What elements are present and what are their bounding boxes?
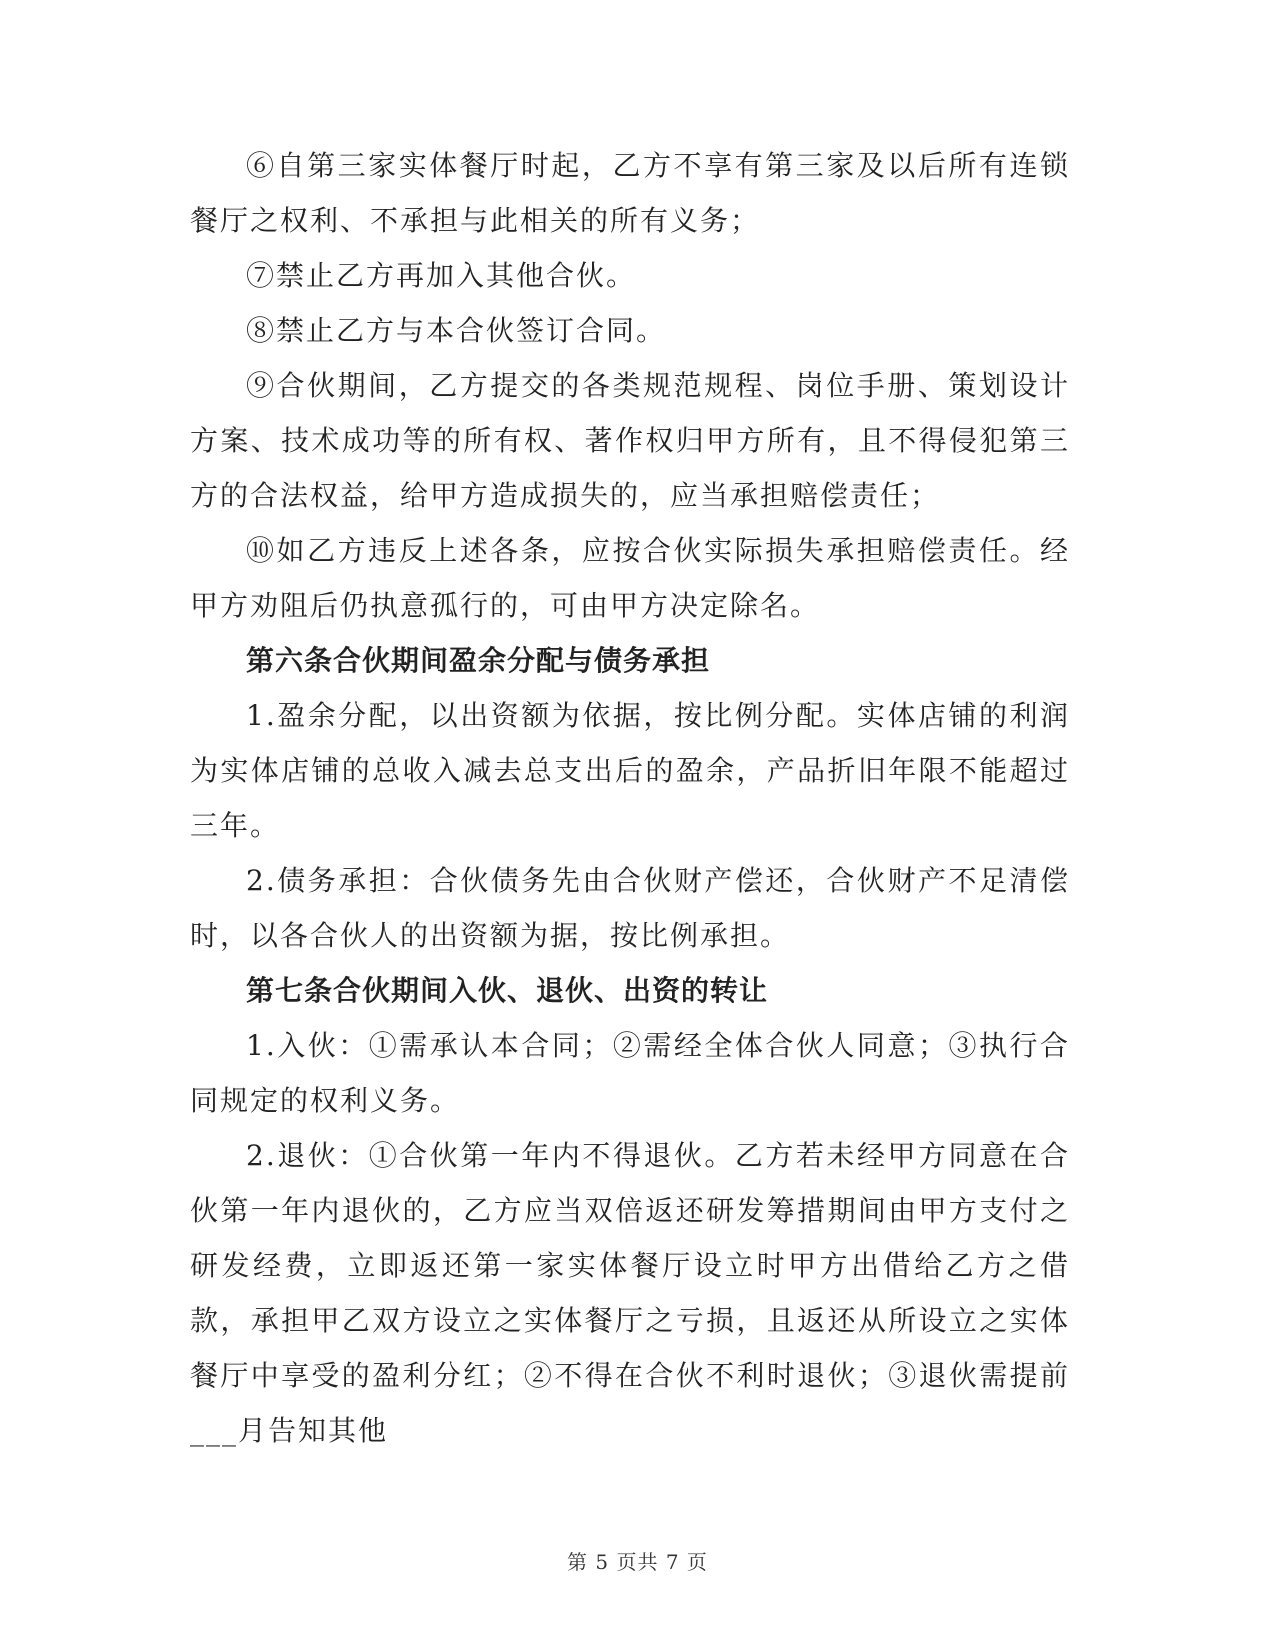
page-number-footer: 第 5 页共 7 页 bbox=[567, 1550, 708, 1574]
section-heading-6: 第六条合伙期间盈余分配与债务承担 bbox=[246, 644, 711, 677]
profit-distribution-paragraph: 1.盈余分配，以出资额为依据，按比例分配。实体店铺的利润为实体店铺的总收入减去总支出后的盈余，产品折旧年限不能超过三年。 bbox=[190, 699, 1070, 842]
withdrawal-paragraph: 2.退伙：①合伙第一年内不得退伙。乙方若未经甲方同意在合伙第一年内退伙的，乙方应当双倍返还研发筹措期间由甲方支付之研发经费，立即返还第一家实体餐厅设立时甲方出借给乙方之借款，承担甲乙双方设立之实体餐厅之亏损，且返还从所设立之实体餐厅中享受的盈利分红；②不得在合伙不利时退伙；③退伙需提前___月告知其他 bbox=[190, 1139, 1070, 1447]
clause-8: ⑧禁止乙方与本合伙签订合同。 bbox=[246, 314, 667, 347]
document-body bbox=[190, 138, 1070, 1458]
joining-paragraph: 1.入伙：①需承认本合同；②需经全体合伙人同意；③执行合同规定的权利义务。 bbox=[190, 1029, 1070, 1117]
clause-9: ⑨合伙期间，乙方提交的各类规范规程、岗位手册、策划设计方案、技术成功等的所有权、著作权归甲方所有，且不得侵犯第三方的合法权益，给甲方造成损失的，应当承担赔偿责任； bbox=[190, 369, 1070, 512]
clause-7: ⑦禁止乙方再加入其他合伙。 bbox=[246, 259, 637, 292]
debt-bearing-paragraph: 2.债务承担：合伙债务先由合伙财产偿还，合伙财产不足清偿时，以各合伙人的出资额为据，按比例承担。 bbox=[190, 864, 1070, 952]
section-heading-7: 第七条合伙期间入伙、退伙、出资的转让 bbox=[246, 974, 769, 1007]
clause-10: ⑩如乙方违反上述各条，应按合伙实际损失承担赔偿责任。经甲方劝阻后仍执意孤行的，可由甲方决定除名。 bbox=[190, 534, 1070, 622]
clause-6: ⑥自第三家实体餐厅时起，乙方不享有第三家及以后所有连锁餐厅之权利、不承担与此相关的所有义务； bbox=[190, 149, 1070, 237]
